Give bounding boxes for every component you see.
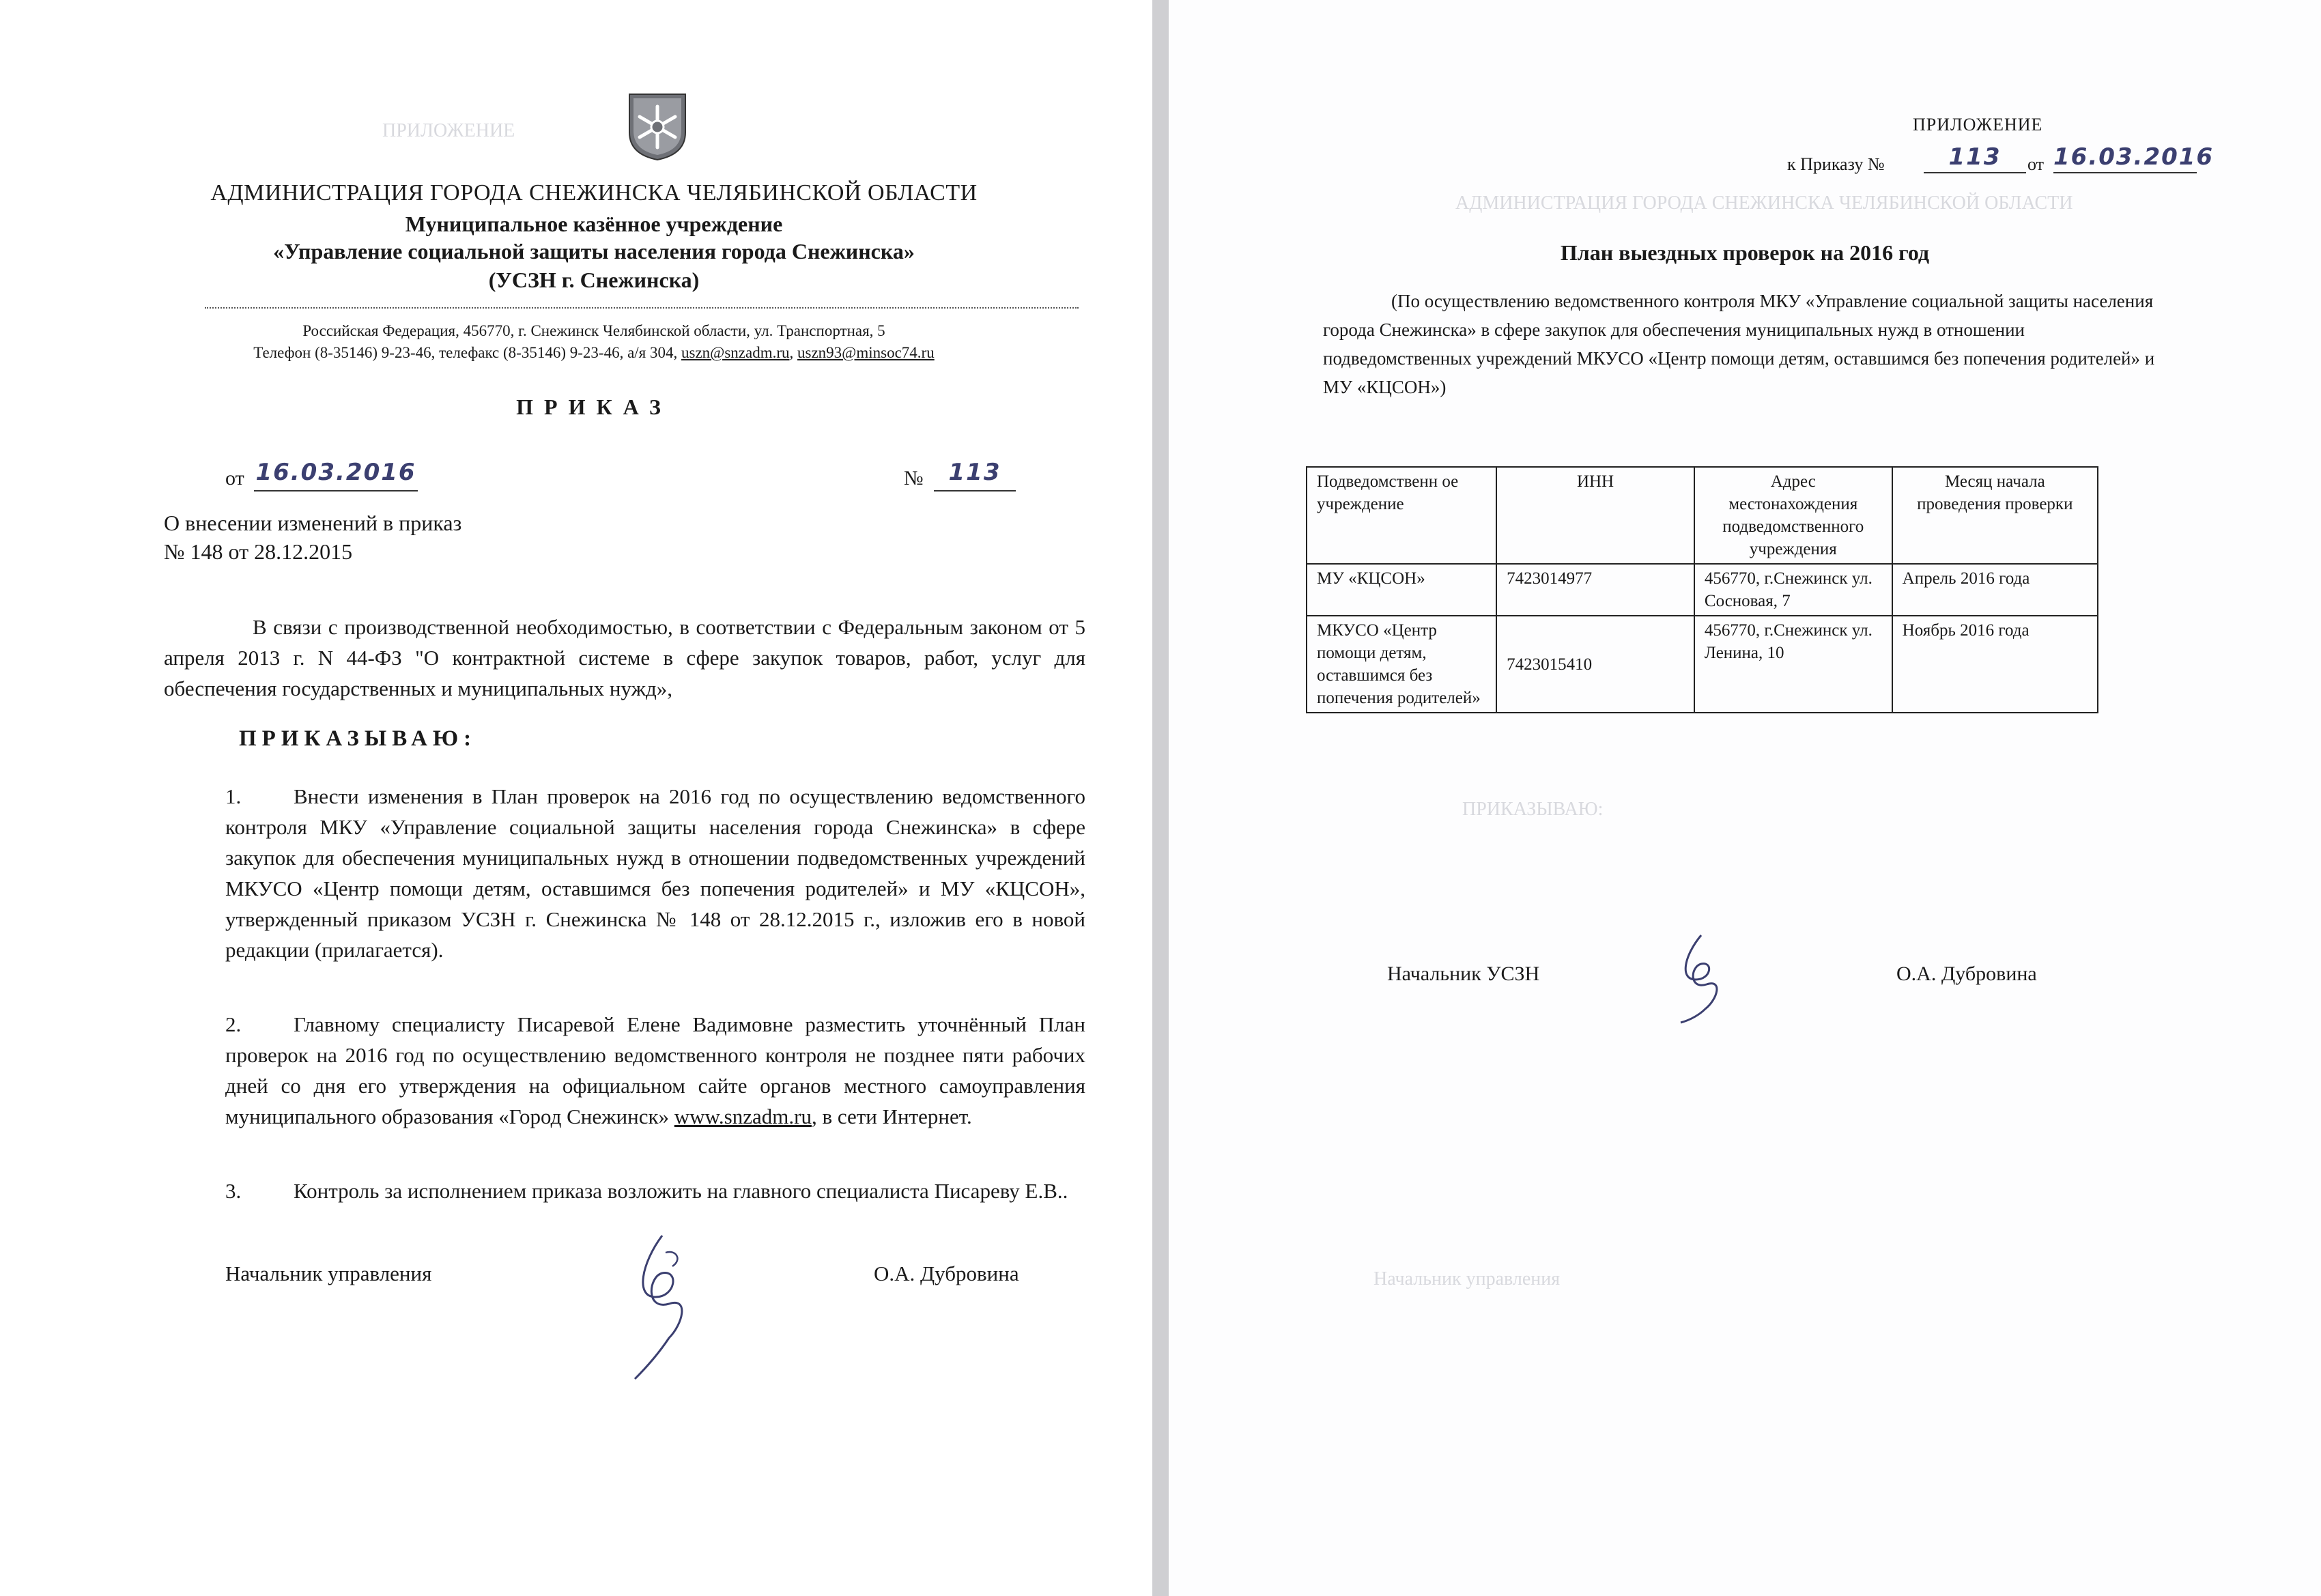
appendix-date-prefix: от	[2027, 154, 2045, 174]
item-text-end: , в сети Интернет.	[811, 1105, 972, 1128]
handwritten-date: 16.03.2016	[255, 459, 416, 486]
appendix-number-underline	[1924, 172, 2026, 173]
appendix-order-prefix: к Приказу №	[1787, 154, 1885, 174]
appendix-handwritten-date: 16.03.2016	[2053, 143, 2215, 171]
institution-abbreviation: (УСЗН г. Снежинска)	[488, 268, 700, 292]
signatory-name: О.А. Дубровина	[1896, 963, 2037, 985]
table-row	[1307, 616, 2098, 713]
cell-address: 456770, г.Снежинск ул. Сосновая, 7	[1694, 564, 1892, 616]
subject-line-1: О внесении изменений в приказ	[164, 511, 462, 535]
cell-institution: МУ «КЦСОН»	[1307, 564, 1496, 616]
item-text: Главному специалисту Писаревой Елене Вадимовне разместить уточнённый План проверок на 2016 год по осуществлению ведомственного контроля не позднее пяти рабочих дней со дня его утверждения на официальном сайте органов местного самоуправления муниципального образования «Город Снежинск»	[225, 1012, 1085, 1128]
item-text: Внести изменения в План проверок на 2016 год по осуществлению ведомственного контроля МКУ «Управление социальной защиты населения города Снежинска» в сфере закупок для обеспечения муниципальных нужд в отношении подведомственных учреждений МКУСО «Центр помощи детям, оставшимся без попечения родителей» и МУ «КЦСОН», утвержденный приказом УСЗН г. Снежинска № 148 от 28.12.2015 г., изложив его в новой редакции (прилагается).	[225, 784, 1085, 962]
cell-inn: 7423014977	[1496, 564, 1694, 616]
appendix-date-underline	[2053, 172, 2197, 173]
bleed-through-text: Начальник управления	[1373, 1268, 1561, 1289]
signatory-title: Начальник управления	[225, 1262, 432, 1285]
column-header-address: Адрес местонахождения подведомственного учреждения	[1694, 467, 1892, 564]
order-verb: ПРИКАЗЫВАЮ:	[239, 726, 477, 751]
handwritten-signature	[614, 1222, 717, 1386]
column-header-institution: Подведомственн ое учреждение	[1307, 467, 1496, 564]
institution-name: «Управление социальной защиты населения города Снежинска»	[273, 239, 915, 263]
bleed-through-text: ПРИЛОЖЕНИЕ	[382, 120, 515, 141]
plan-title: План выездных проверок на 2016 год	[1560, 240, 1930, 265]
item-text: Контроль за исполнением приказа возложить на главного специалиста Писареву Е.В..	[294, 1179, 1068, 1203]
email-separator: ,	[789, 344, 798, 361]
number-underline	[934, 490, 1016, 491]
column-header-inn: ИНН	[1496, 467, 1694, 564]
website-link[interactable]: www.snzadm.ru	[674, 1105, 812, 1128]
order-item-3	[225, 1175, 1085, 1206]
cell-month: Ноябрь 2016 года	[1892, 616, 2098, 713]
item-number: 2.	[225, 1012, 242, 1036]
date-prefix: от	[225, 467, 244, 489]
snezhinsk-coat-of-arms-icon	[627, 91, 688, 161]
cell-address: 456770, г.Снежинск ул. Ленина, 10	[1694, 616, 1892, 713]
email-link-1[interactable]: uszn@snzadm.ru	[681, 344, 790, 361]
appendix-page	[1169, 0, 2321, 1596]
inspection-plan-table	[1306, 466, 2098, 713]
table-row	[1307, 564, 2098, 616]
administration-name: АДМИНИСТРАЦИЯ ГОРОДА СНЕЖИНСКА ЧЕЛЯБИНСКОЙ ОБЛАСТИ	[210, 180, 978, 205]
bleed-through-text: АДМИНИСТРАЦИЯ ГОРОДА СНЕЖИНСКА ЧЕЛЯБИНСКОЙ ОБЛАСТИ	[1455, 193, 2073, 214]
column-header-month: Месяц начала проведения проверки	[1892, 467, 2098, 564]
plan-description: (По осуществлению ведомственного контроля МКУ «Управление социальной защиты населения города Снежинска» в сфере закупок для обеспечения муниципальных нужд в отношении подведомственных учреждений МКУСО «Центр помощи детям, оставшимся без попечения родителей» и МУ «КЦСОН»)	[1323, 291, 2155, 397]
date-underline	[254, 490, 418, 491]
signatory-title: Начальник УСЗН	[1387, 963, 1540, 985]
contact-line	[137, 344, 1051, 362]
handwritten-signature	[1660, 928, 1742, 1024]
order-item-1	[225, 781, 1085, 965]
bleed-through-text: ПРИКАЗЫВАЮ:	[1462, 799, 1604, 820]
email-link-2[interactable]: uszn93@minsoc74.ru	[797, 344, 935, 361]
document-title: ПРИКАЗ	[516, 395, 672, 419]
appendix-label: ПРИЛОЖЕНИЕ	[1913, 115, 2043, 134]
order-item-2	[225, 1009, 1085, 1132]
subject-line-2: № 148 от 28.12.2015	[164, 539, 353, 564]
table-header-row	[1307, 467, 2098, 564]
header-divider	[205, 307, 1079, 309]
cell-institution: МКУСО «Центр помощи детям, оставшимся без попечения родителей»	[1307, 616, 1496, 713]
item-number: 1.	[225, 784, 242, 808]
institution-type: Муниципальное казённое учреждение	[405, 212, 783, 236]
appendix-handwritten-number: 113	[1948, 143, 2002, 171]
number-prefix: №	[904, 467, 924, 489]
order-page	[0, 0, 1152, 1596]
postal-address: Российская Федерация, 456770, г. Снежинск Челябинской области, ул. Транспортная, 5	[302, 322, 885, 339]
preamble-paragraph: В связи с производственной необходимостью, в соответствии с Федеральным законом от 5 апреля 2013 г. N 44-ФЗ "О контрактной системе в сфере закупок товаров, работ, услуг для обеспечения государственных и муниципальных нужд»,	[164, 615, 1085, 700]
handwritten-number: 113	[948, 459, 1001, 486]
cell-month: Апрель 2016 года	[1892, 564, 2098, 616]
item-number: 3.	[225, 1179, 242, 1203]
signatory-name: О.А. Дубровина	[874, 1262, 1019, 1285]
cell-inn: 7423015410	[1496, 616, 1694, 713]
phone-text: Телефон (8-35146) 9-23-46, телефакс (8-35146) 9-23-46, а/я 304,	[253, 344, 681, 361]
